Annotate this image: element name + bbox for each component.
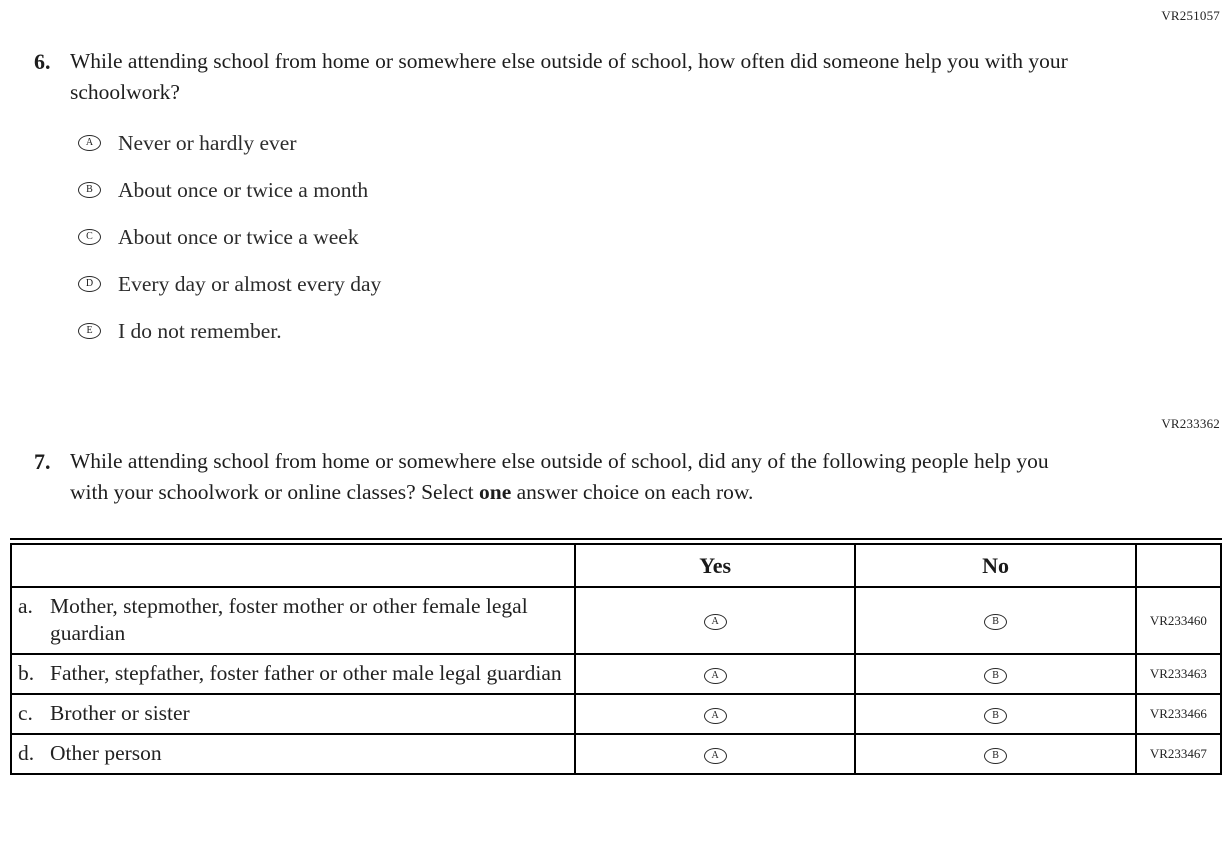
q6-option-d[interactable] — [78, 269, 1202, 299]
answer-bubble-d-icon[interactable] — [78, 276, 101, 292]
bubble-letter: D — [85, 278, 94, 289]
row-b-item — [11, 654, 575, 694]
row-d-code: VR233467 — [1136, 734, 1221, 774]
q6-option-b-label: About once or twice a month — [118, 177, 369, 202]
question-7-number: 7. — [34, 449, 51, 474]
table-header-row — [11, 544, 1221, 587]
q6-option-c[interactable] — [78, 222, 1202, 252]
question-6-options — [78, 128, 1202, 346]
header-no: No — [855, 544, 1135, 587]
row-a-yes-bubble-icon[interactable] — [704, 614, 727, 630]
answer-bubble-a-icon[interactable] — [78, 135, 101, 151]
row-a-no-bubble-icon[interactable] — [984, 614, 1007, 630]
row-b-text: Father, stepfather, foster father or other male legal guardian — [50, 661, 562, 685]
header-code-blank — [1136, 544, 1221, 587]
row-c-yes-cell[interactable] — [575, 694, 855, 734]
row-c-code: VR233466 — [1136, 694, 1221, 734]
header-yes: Yes — [575, 544, 855, 587]
bubble-letter: A — [711, 616, 719, 627]
q6-option-a[interactable] — [78, 128, 1202, 158]
row-b-code: VR233463 — [1136, 654, 1221, 694]
bubble-letter: C — [86, 231, 93, 242]
answer-bubble-c-icon[interactable] — [78, 229, 101, 245]
row-d-text: Other person — [50, 741, 162, 765]
question-6-number: 6. — [34, 49, 51, 74]
question-7 — [34, 446, 1202, 508]
q7-answer-table-wrap — [10, 538, 1222, 775]
question-7-text-before: While attending school from home or somewhere else outside of school, did any of the following people help you with your schoolwork or online classes? Select — [70, 449, 1049, 504]
question-6-text: While attending school from home or somewhere else outside of school, how often did someone help you with your schoolwork? — [70, 49, 1068, 104]
row-d-no-cell[interactable] — [855, 734, 1135, 774]
row-d-yes-bubble-icon[interactable] — [704, 748, 727, 764]
form-code-q6: VR251057 — [1161, 8, 1220, 23]
bubble-letter: B — [992, 749, 999, 761]
row-b-letter: b. — [18, 661, 35, 685]
answer-bubble-b-icon[interactable] — [78, 182, 101, 198]
row-b-yes-cell[interactable] — [575, 654, 855, 694]
bubble-letter: A — [711, 669, 719, 681]
bubble-letter: A — [711, 749, 719, 761]
bubble-letter: A — [85, 137, 94, 148]
answer-bubble-e-icon[interactable] — [78, 323, 101, 339]
row-c-no-cell[interactable] — [855, 694, 1135, 734]
row-a-code: VR233460 — [1136, 587, 1221, 654]
q6-option-e-label: I do not remember. — [118, 318, 282, 343]
q6-option-c-label: About once or twice a week — [118, 224, 359, 249]
row-c-no-bubble-icon[interactable] — [984, 708, 1007, 724]
table-row-c — [11, 694, 1221, 734]
header-item-blank — [11, 544, 575, 587]
bubble-letter: A — [711, 709, 719, 721]
row-a-no-cell[interactable] — [855, 587, 1135, 654]
table-row-a — [11, 587, 1221, 654]
q6-option-b[interactable] — [78, 175, 1202, 205]
bubble-letter: B — [992, 616, 999, 627]
row-c-item — [11, 694, 575, 734]
row-b-no-bubble-icon[interactable] — [984, 668, 1007, 684]
question-7-text-after: answer choice on each row. — [511, 480, 754, 504]
question-7-bold-word: one — [479, 480, 512, 504]
row-d-letter: d. — [18, 741, 35, 765]
row-a-letter: a. — [18, 594, 33, 618]
row-c-text: Brother or sister — [50, 701, 190, 725]
row-b-yes-bubble-icon[interactable] — [704, 668, 727, 684]
question-7-text — [70, 446, 1085, 508]
bubble-letter: E — [86, 325, 93, 336]
row-c-letter: c. — [18, 701, 33, 725]
table-row-b — [11, 654, 1221, 694]
row-d-no-bubble-icon[interactable] — [984, 748, 1007, 764]
q7-answer-table — [10, 543, 1222, 775]
row-d-item — [11, 734, 575, 774]
table-row-d — [11, 734, 1221, 774]
form-code-q7: VR233362 — [1161, 416, 1220, 431]
q6-option-a-label: Never or hardly ever — [118, 130, 297, 155]
row-a-yes-cell[interactable] — [575, 587, 855, 654]
row-a-text: Mother, stepmother, foster mother or other female legal guardian — [50, 594, 528, 645]
bubble-letter: B — [992, 669, 999, 681]
row-d-yes-cell[interactable] — [575, 734, 855, 774]
row-b-no-cell[interactable] — [855, 654, 1135, 694]
question-6 — [34, 46, 1202, 346]
q6-option-d-label: Every day or almost every day — [118, 271, 382, 296]
row-c-yes-bubble-icon[interactable] — [704, 708, 727, 724]
q6-option-e[interactable] — [78, 316, 1202, 346]
bubble-letter: B — [86, 184, 93, 195]
bubble-letter: B — [992, 709, 999, 721]
row-a-item — [11, 587, 575, 654]
